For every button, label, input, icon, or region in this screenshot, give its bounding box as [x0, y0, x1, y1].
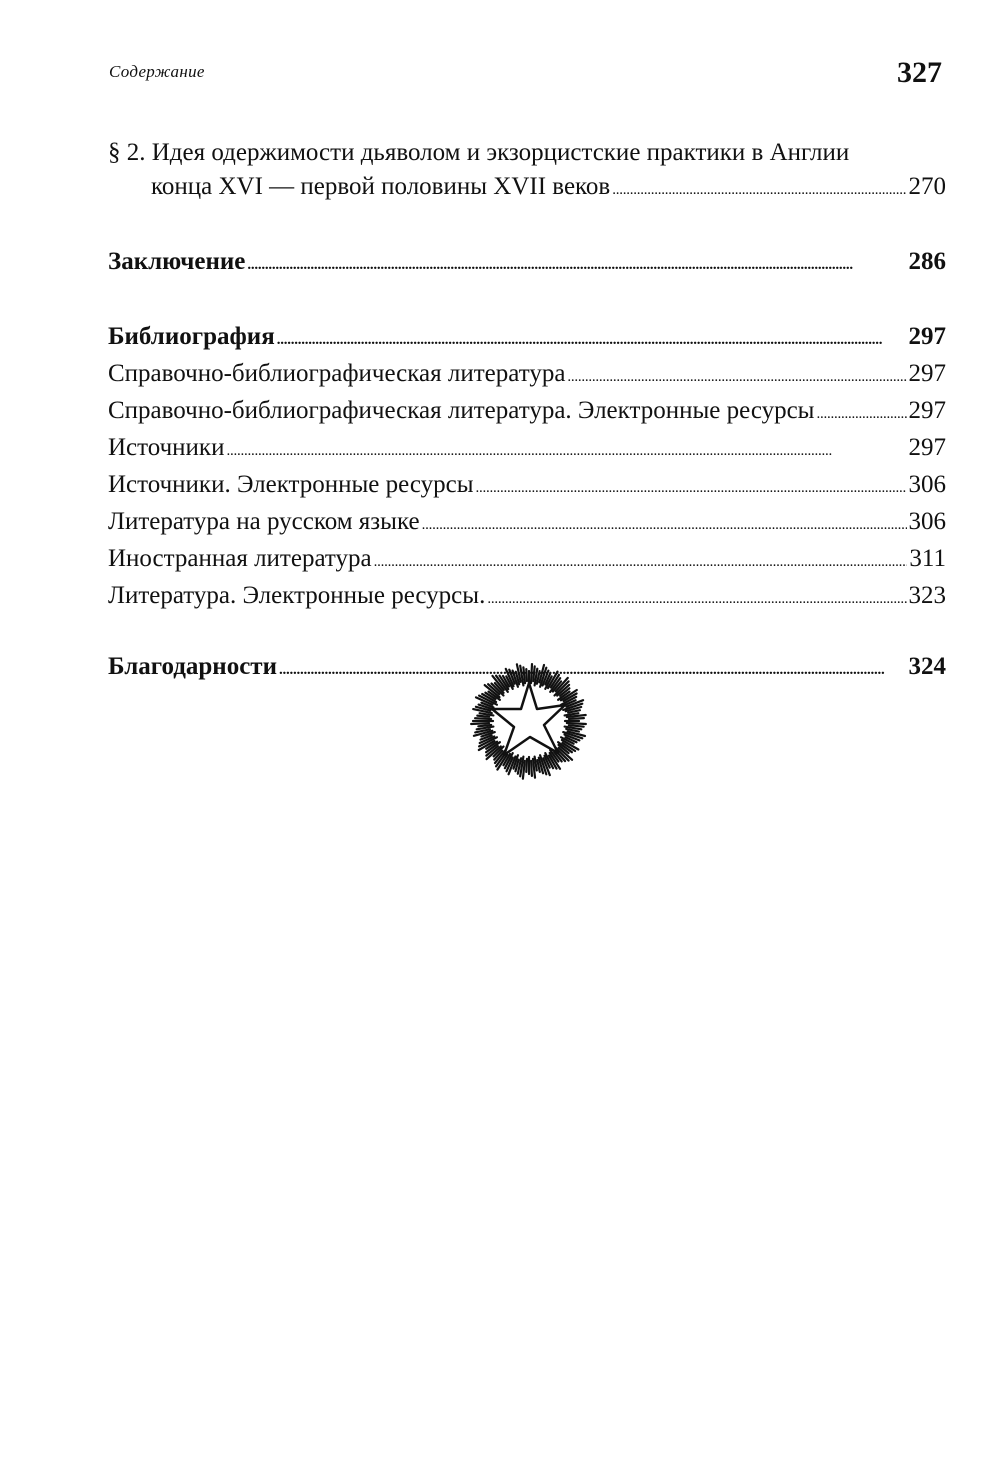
toc-page-number: 297: [908, 323, 946, 350]
leader-dots: [226, 431, 906, 468]
leader-dots: [816, 394, 906, 431]
ornament-ray: [569, 725, 584, 727]
toc-entry-label: Литература. Электронные ресурсы.: [108, 582, 486, 609]
section-marker: § 2.: [108, 139, 146, 166]
spacer: [108, 207, 946, 245]
ornament-ray: [477, 716, 489, 717]
toc-entry-label: Источники: [108, 434, 225, 461]
toc-entry-label: Иностранная литература: [108, 545, 372, 572]
ornament-ray: [531, 664, 532, 683]
section-title-line-1: Идея одержимости дьяволом и экзорцистские практики в Англии: [151, 139, 850, 166]
toc-entry-label: Библиография: [108, 323, 275, 350]
toc-subentry[interactable]: [108, 431, 946, 468]
ornament-ray: [569, 718, 584, 719]
leader-dots: [476, 468, 907, 505]
ornament-ray: [526, 759, 527, 772]
leader-dots: [612, 170, 906, 207]
leader-dots: [247, 245, 906, 282]
table-of-contents: [108, 136, 946, 687]
toc-page-number: 311: [909, 545, 946, 572]
toc-entry-label: Заключение: [108, 248, 246, 275]
toc-page-number: 286: [908, 248, 946, 275]
leader-dots: [374, 542, 908, 579]
toc-entry-section-2[interactable]: [108, 170, 946, 207]
toc-subentry[interactable]: [108, 468, 946, 505]
leader-dots: [422, 505, 907, 542]
ornament-ray: [531, 761, 532, 776]
toc-page-number: 324: [908, 653, 946, 680]
toc-subentry[interactable]: [108, 579, 946, 616]
toc-page-number: 297: [908, 434, 946, 461]
toc-entry-label: Благодарности: [108, 653, 277, 680]
toc-page-number: 297: [908, 397, 946, 424]
toc-subentry[interactable]: [108, 357, 946, 394]
ornament-ray: [478, 725, 491, 726]
toc-page-number: 297: [908, 360, 946, 387]
toc-entry-label: Источники. Электронные ресурсы: [108, 471, 474, 498]
toc-entry-label: Литература на русском языке: [108, 508, 420, 535]
toc-entry-section-2-line-1: [108, 136, 946, 170]
spacer: [108, 616, 946, 650]
toc-subentry[interactable]: [108, 505, 946, 542]
leader-dots: [279, 650, 907, 687]
toc-entry-bibliography[interactable]: [108, 320, 946, 357]
ornament-ray: [471, 723, 489, 724]
page-number: 327: [897, 56, 942, 89]
running-head-title: Содержание: [109, 62, 205, 81]
toc-entry-label: Справочно-библиографическая литература: [108, 360, 566, 387]
toc-subentry[interactable]: [108, 394, 946, 431]
toc-page-number: 323: [908, 582, 946, 609]
leader-dots: [277, 320, 907, 357]
ornament-ray: [526, 669, 527, 681]
ornament-ray: [533, 666, 535, 681]
toc-page-number: 306: [908, 508, 946, 535]
toc-page-number: 270: [908, 173, 946, 200]
star-burst-ornament-icon: [466, 663, 592, 783]
leader-dots: [487, 579, 906, 616]
toc-entry-label: Справочно-библиографическая литература. Электронные ресурсы: [108, 397, 815, 424]
section-title-line-2: конца XVI — первой половины XVII веков: [151, 173, 611, 200]
toc-page-number: 306: [908, 471, 946, 498]
ornament-ray: [567, 723, 586, 724]
toc-subentry[interactable]: [108, 542, 946, 579]
spacer: [108, 282, 946, 320]
ornament-ray: [475, 718, 491, 719]
leader-dots: [567, 357, 906, 394]
toc-entry-conclusion[interactable]: [108, 245, 946, 282]
